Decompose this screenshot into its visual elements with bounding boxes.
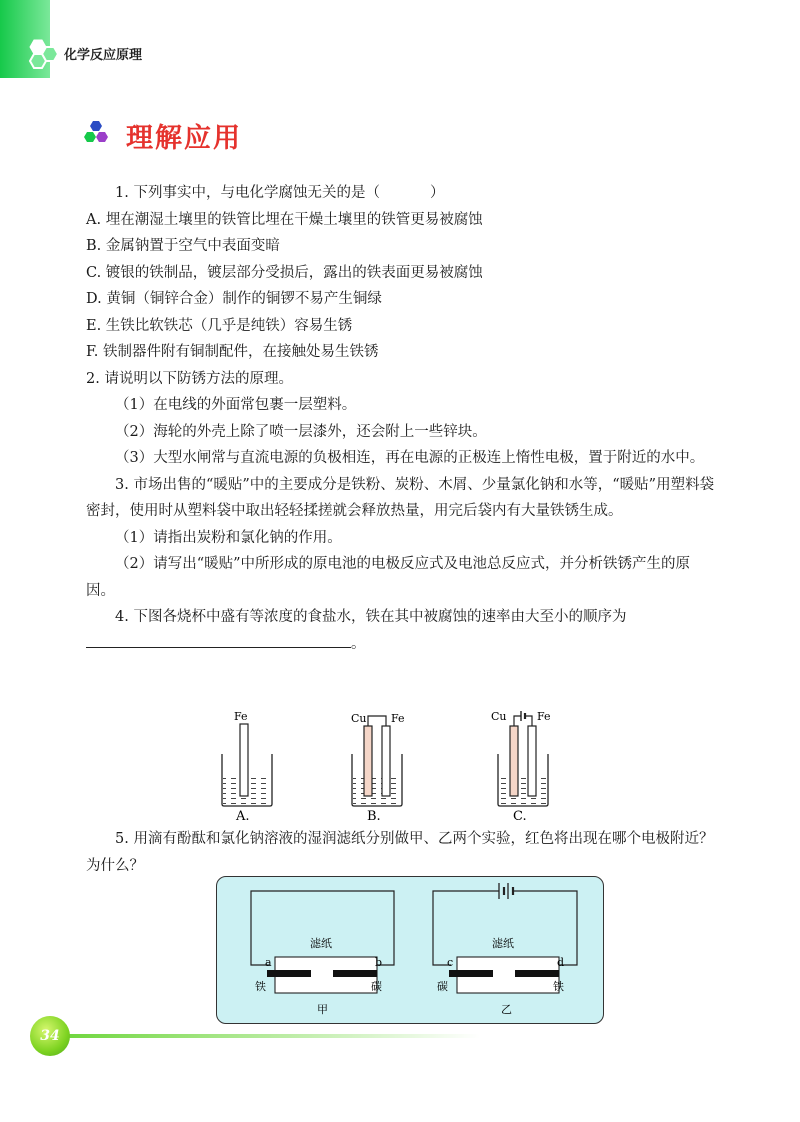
- q4-stem: 4. 下图各烧杯中盛有等浓度的食盐水，铁在其中被腐蚀的速率由大至小的顺序为。: [86, 604, 716, 657]
- beaker-c: [491, 710, 551, 824]
- material-label: 碳: [437, 980, 448, 993]
- q1-option-b: B. 金属钠置于空气中表面变暗: [86, 238, 280, 254]
- electrode-a: [267, 970, 311, 977]
- electrode-b: [333, 970, 377, 977]
- paper-label: 滤纸: [492, 937, 514, 950]
- beaker-b: [351, 712, 405, 824]
- q2-item-2: （2）海轮的外壳上除了喷一层漆外，还会附上一些锌块。: [115, 423, 487, 440]
- beaker-figure: [210, 706, 590, 824]
- material-label: 铁: [255, 980, 266, 993]
- electrode-c: [449, 970, 493, 977]
- electrode-label-cu: Cu: [491, 710, 507, 723]
- hexagon-logo-icon: [24, 38, 64, 74]
- electrode-letter-b: b: [375, 956, 383, 969]
- electrode-d: [515, 970, 559, 977]
- q3-item-1: （1）请指出炭粉和氯化钠的作用。: [115, 529, 342, 546]
- q1-option-c: C. 镀银的铁制品，镀层部分受损后，露出的铁表面更易被腐蚀: [86, 264, 483, 281]
- setup-jia: [251, 891, 394, 1016]
- q1-option-f: F. 铁制器件附有铜制配件，在接触处易生铁锈: [86, 344, 379, 360]
- q2-stem: 2. 请说明以下防锈方法的原理。: [86, 370, 293, 387]
- page-number: 34: [40, 1028, 60, 1044]
- electrode-label-fe: Fe: [234, 710, 248, 723]
- q1-option-e: E. 生铁比软铁芯（几乎是纯铁）容易生锈: [86, 317, 353, 334]
- wire: [251, 891, 394, 965]
- beaker-label-b: B.: [367, 809, 381, 824]
- fe-electrode: [240, 724, 248, 796]
- electrode-letter-c: c: [447, 956, 454, 969]
- exercise-content: [86, 180, 716, 657]
- beaker-label-c: C.: [513, 809, 527, 824]
- electrode-label-cu: Cu: [351, 712, 367, 725]
- fe-electrode: [382, 726, 390, 796]
- q1-option-a: A. 埋在潮湿土壤里的铁管比埋在干燥土壤里的铁管更易被腐蚀: [86, 211, 483, 228]
- q1-stem: 1. 下列事实中，与电化学腐蚀无关的是（ ）: [115, 185, 445, 201]
- q2-item-3: （3）大型水闸常与直流电源的负极相连，再在电源的正极连上惰性电极，置于附近的水中。: [115, 450, 705, 466]
- q3-stem: 3. 市场出售的“暖贴”中的主要成分是铁粉、炭粉、木屑、少量氯化钠和水等，“暖贴”用塑料袋密封，使用时从塑料袋中取出轻轻揉搓就会释放热量，用完后袋内有大量铁锈生成。: [86, 476, 715, 519]
- electrode-letter-a: a: [265, 956, 272, 969]
- filter-paper-figure: [216, 876, 604, 1024]
- beaker-label-a: A.: [236, 809, 250, 824]
- electrode-label-fe: Fe: [391, 712, 405, 725]
- electrode-label-fe: Fe: [537, 710, 551, 723]
- fe-electrode: [528, 726, 536, 796]
- q5-block: [86, 826, 716, 879]
- setup-yi: [433, 883, 577, 1016]
- q1-option-d: D. 黄铜（铜锌合金）制作的铜锣不易产生铜绿: [86, 291, 382, 307]
- footer-line: [60, 1034, 480, 1038]
- answer-blank: [86, 633, 351, 648]
- q5-stem: 5. 用滴有酚酞和氯化钠溶液的湿润滤纸分别做甲、乙两个实验，红色将出现在哪个电极附近？为什么？: [86, 831, 714, 874]
- cu-electrode: [364, 726, 372, 796]
- q3-item-2: （2）请写出“暖贴”中所形成的原电池的电极反应式及电池总反应式，并分析铁锈产生的原因。: [86, 556, 691, 599]
- electrode-letter-d: d: [557, 956, 565, 969]
- section-title: 理解应用: [126, 123, 242, 154]
- q2-item-1: （1）在电线的外面常包裹一层塑料。: [115, 397, 357, 413]
- material-label: 铁: [553, 980, 564, 993]
- paper-label: 滤纸: [310, 937, 332, 950]
- beaker-a: [222, 710, 272, 824]
- setup-name: 乙: [501, 1003, 512, 1016]
- section-hexagon-icon: [84, 120, 112, 148]
- setup-name: 甲: [317, 1003, 328, 1016]
- wire: [368, 716, 386, 726]
- material-label: 碳: [371, 980, 382, 993]
- book-title: 化学反应原理: [64, 48, 143, 63]
- wire: [433, 891, 499, 965]
- cu-electrode: [510, 726, 518, 796]
